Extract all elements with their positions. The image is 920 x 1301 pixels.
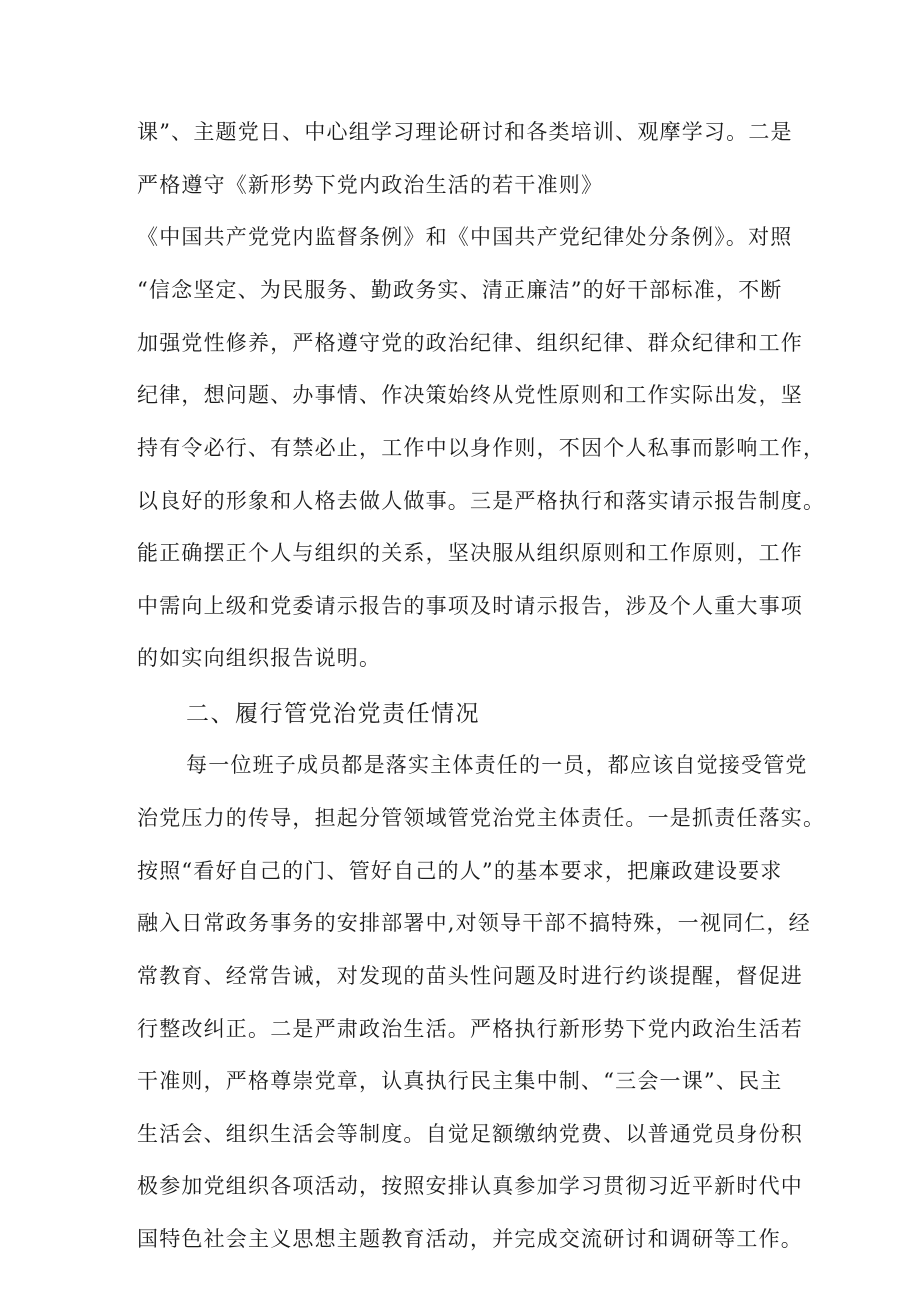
paragraph-line: 课”、主题党日、中心组学习理论研讨和各类培训、观摩学习。二是 [137, 120, 793, 144]
paragraph-line: 常教育、经常告诫，对发现的苗头性问题及时进行约谈提醒，督促进 [137, 964, 803, 988]
paragraph-line: 能正确摆正个人与组织的关系，坚决服从组织原则和工作原则，工作 [137, 541, 803, 565]
paragraph-line: 加强党性修养，严格遵守党的政治纪律、组织纪律、群众纪律和工作 [137, 331, 803, 355]
paragraph-line: 持有令必行、有禁必止，工作中以身作则，不因个人私事而影响工作， [137, 436, 826, 460]
paragraph-line: 按照“看好自己的门、管好自己的人”的基本要求，把廉政建设要求 [137, 859, 783, 883]
paragraph-line: 生活会、组织生活会等制度。自觉足额缴纳党费、以普通党员身份积 [137, 1122, 803, 1146]
paragraph-line: 中需向上级和党委请示报告的事项及时请示报告，涉及个人重大事项 [137, 594, 803, 618]
paragraph-line: 纪律，想问题、办事情、作决策始终从党性原则和工作实际出发，坚 [137, 383, 803, 407]
paragraph-line: 干准则，严格尊崇党章，认真执行民主集中制、“三会一课”、民主 [137, 1069, 783, 1093]
paragraph-line: 国特色社会主义思想主题教育活动，并完成交流研讨和调研等工作。 [137, 1227, 803, 1251]
section-heading: 二、履行管党治党责任情况 [186, 701, 480, 727]
paragraph-line: 行整改纠正。二是严肃政治生活。严格执行新形势下党内政治生活若 [137, 1017, 803, 1041]
paragraph-line: 的如实向组织报告说明。 [137, 646, 382, 670]
paragraph-line: 融入日常政务事务的安排部署中,对领导干部不搞特殊，一视同仁，经 [137, 911, 811, 935]
paragraph-line: 极参加党组织各项活动，按照安排认真参加学习贯彻习近平新时代中 [137, 1174, 803, 1198]
paragraph-line: 《中国共产党党内监督条例》和《中国共产党纪律处分条例》。对照 [137, 225, 793, 249]
paragraph-line: 每一位班子成员都是落实主体责任的一员，都应该自觉接受管党 [186, 753, 808, 777]
paragraph-line: 治党压力的传导，担起分管领域管党治党主体责任。一是抓责任落实。 [137, 806, 826, 830]
paragraph-line: “信念坚定、为民服务、勤政务实、清正廉洁”的好干部标准，不断 [137, 278, 783, 302]
paragraph-line: 严格遵守《新形势下党内政治生活的若干准则》 [137, 173, 604, 197]
paragraph-line: 以良好的形象和人格去做人做事。三是严格执行和落实请示报告制度。 [137, 489, 826, 513]
